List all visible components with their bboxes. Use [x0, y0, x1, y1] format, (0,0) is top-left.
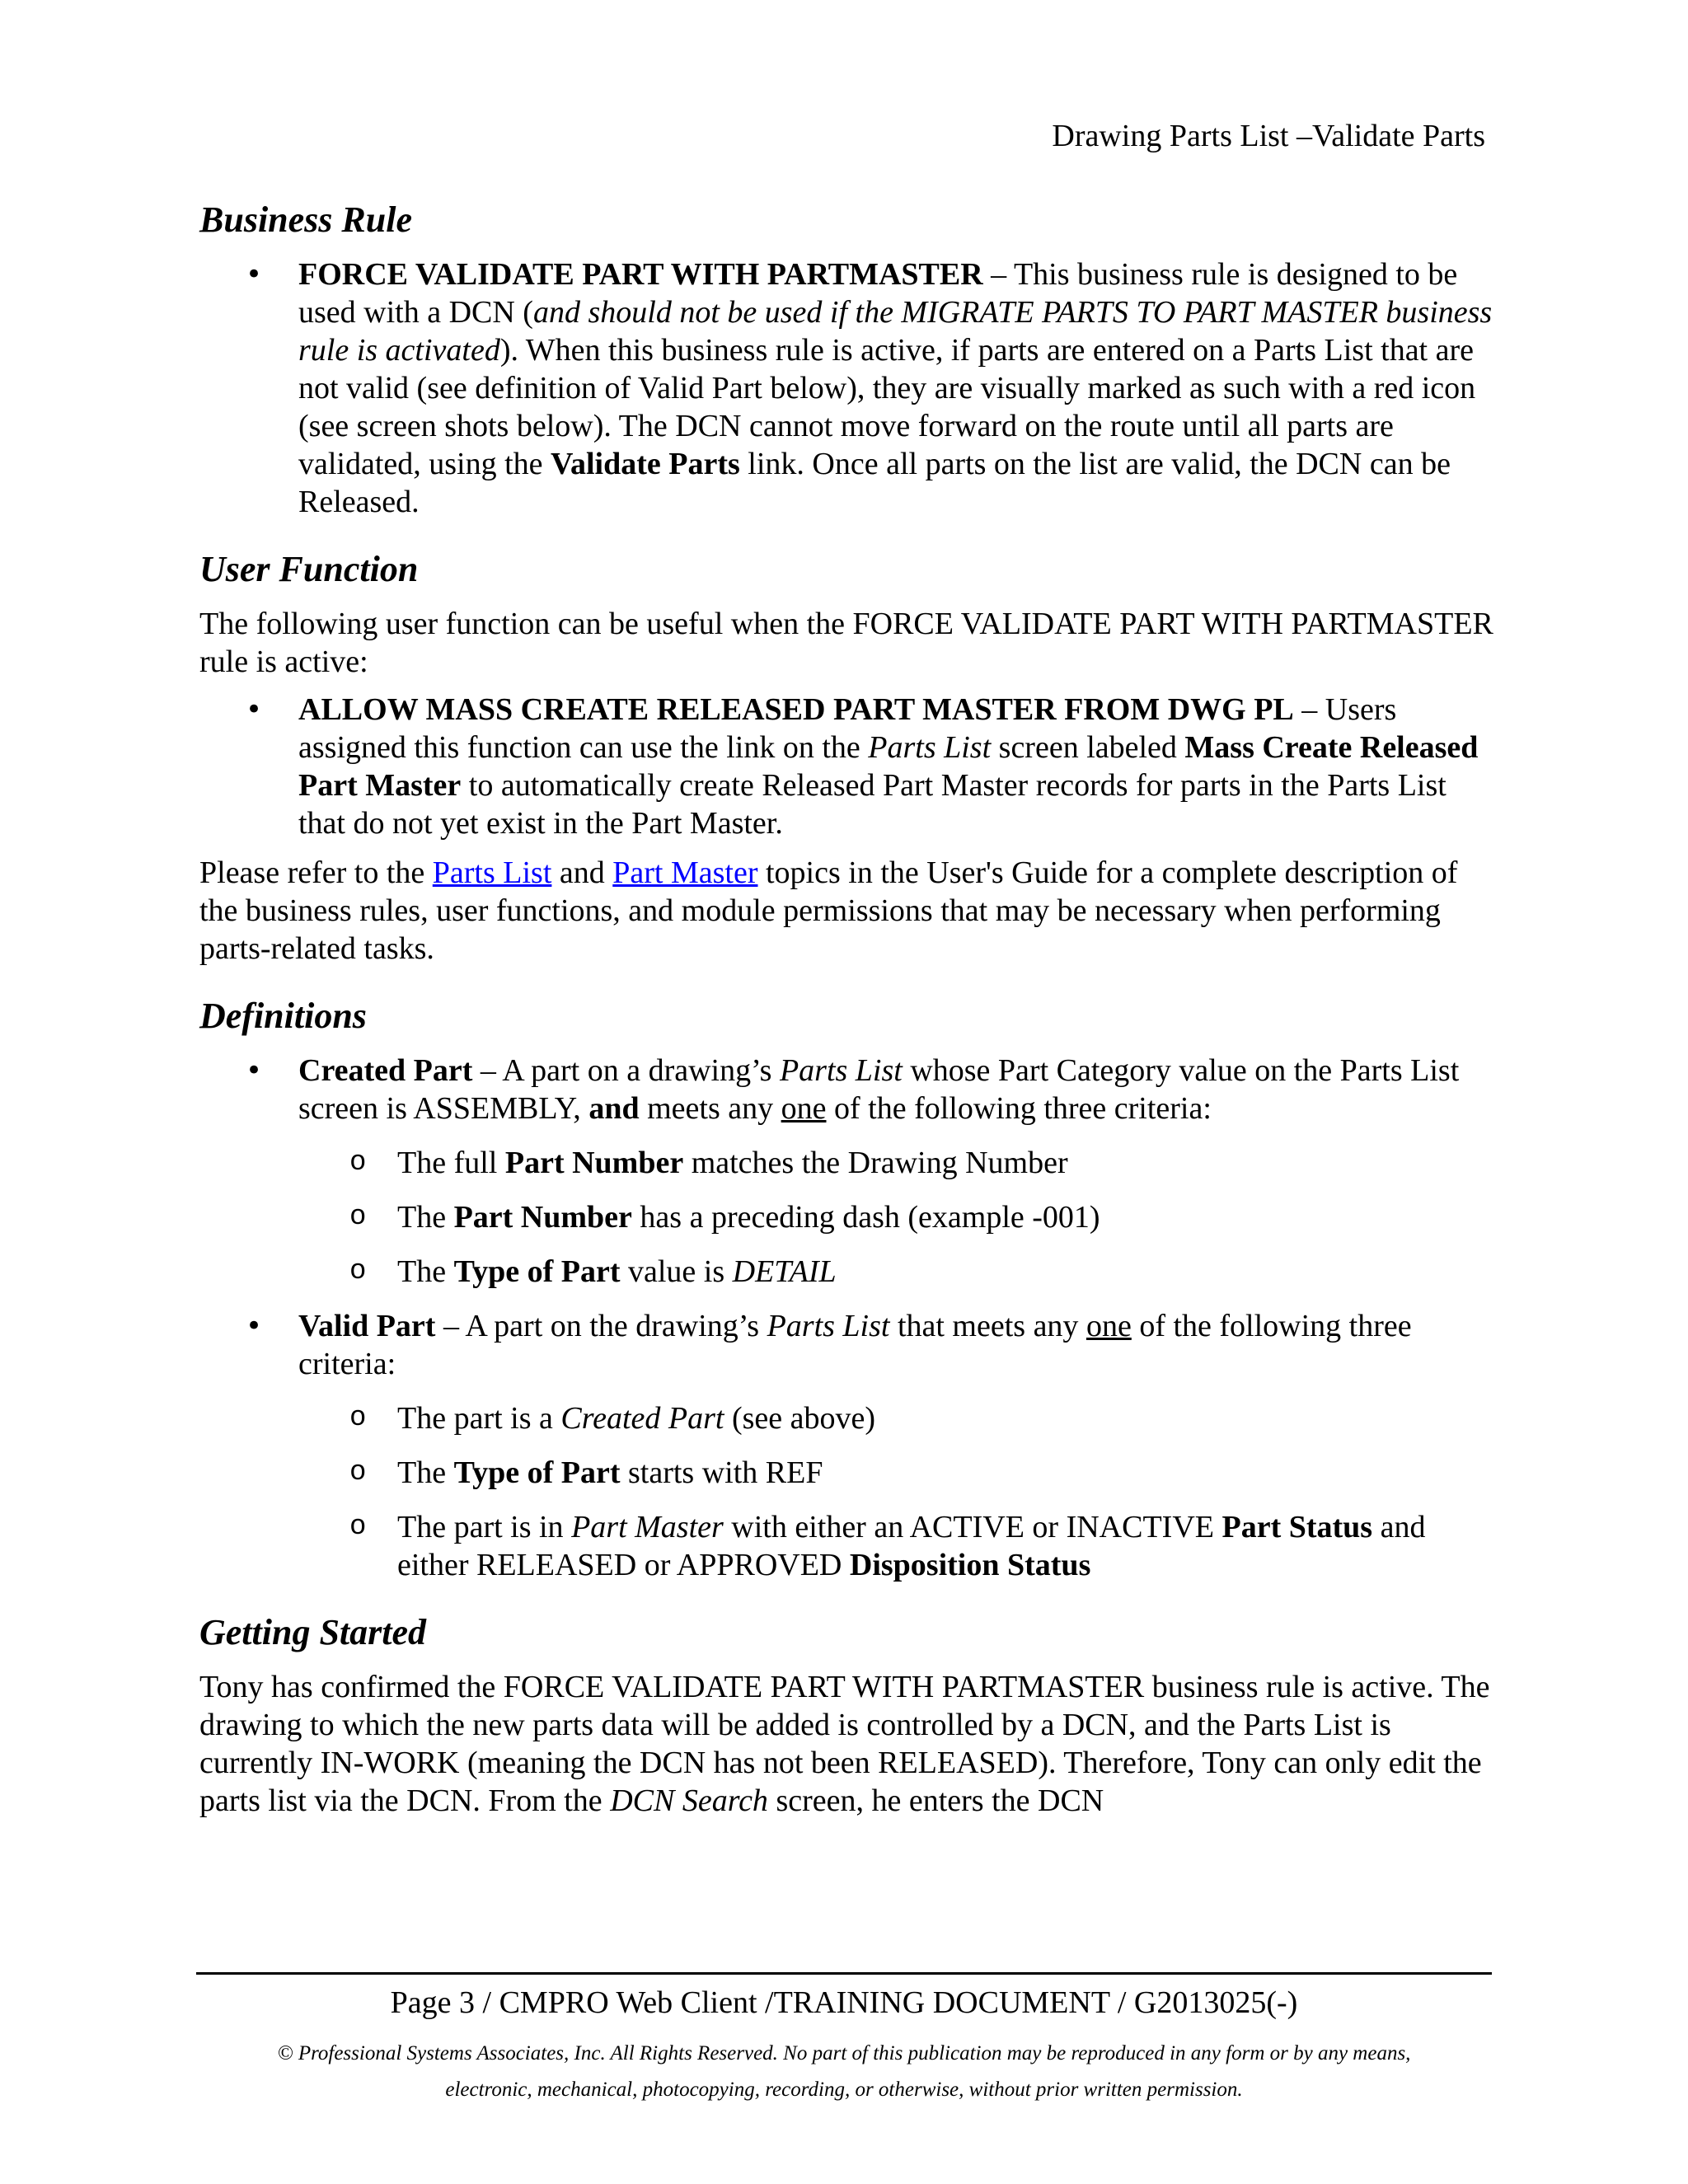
criteria-text: The part is a: [397, 1401, 561, 1436]
dcn-search-screen-name: DCN Search: [610, 1783, 768, 1818]
criteria-text: The part is in: [397, 1510, 572, 1544]
user-function-list: [199, 691, 1493, 842]
part-master-link[interactable]: Part Master: [612, 855, 758, 890]
getting-started-heading: Getting Started: [199, 1612, 427, 1652]
rule-text: link. Once all parts on the list are valid, the DCN can be Released.: [298, 447, 1451, 519]
function-text: screen labeled: [991, 730, 1185, 765]
criteria-text: The: [397, 1455, 454, 1490]
criteria-item: [298, 1253, 1493, 1291]
refer-text: topics in the User's Guide for a complete description of the business rules, user functions, and module permissions that may be necessary when performing parts-related tasks.: [199, 855, 1458, 966]
function-text: – Users assigned this function can use the link on the: [298, 692, 1397, 765]
copyright-line-2: electronic, mechanical, photocopying, recording, or otherwise, without prior written permission.: [445, 2079, 1243, 2101]
criteria-italic: Created Part: [560, 1401, 724, 1436]
criteria-item: [298, 1454, 1493, 1492]
criteria-item: [298, 1144, 1493, 1182]
definition-underline: one: [1085, 1309, 1132, 1343]
criteria-text: (see above): [724, 1401, 876, 1436]
rule-text-italic: and should not be used if the MIGRATE PARTS TO PART MASTER business rule is activated: [298, 295, 1493, 368]
criteria-text: The full: [397, 1146, 505, 1180]
footer-page-line: Page 3 / CMPRO Web Client /TRAINING DOCUMENT / G2013025(-): [390, 1985, 1298, 2020]
running-header: Drawing Parts List –Validate Parts: [1052, 119, 1485, 153]
definition-bold: and: [588, 1091, 640, 1126]
business-rule-list: [199, 255, 1493, 521]
rule-text: – This business rule is designed to be used with a DCN (: [298, 257, 1458, 330]
criteria-text: matches the Drawing Number: [683, 1146, 1068, 1180]
parts-list-link[interactable]: Parts List: [432, 855, 552, 890]
definition-text: that meets any: [889, 1309, 1086, 1343]
footer-divider: [196, 1972, 1492, 1975]
criteria-italic: Part Master: [571, 1510, 724, 1544]
criteria-italic: DETAIL: [732, 1254, 837, 1289]
getting-started-text: screen, he enters the DCN: [767, 1783, 1104, 1818]
criteria-text: value is: [620, 1254, 733, 1289]
criteria-bold: Disposition Status: [849, 1548, 1091, 1582]
refer-paragraph: [199, 854, 1493, 968]
term-created-part: Created Part: [298, 1053, 473, 1088]
function-text: to automatically create Released Part Master records for parts in the Parts List that do not yet exist in the Part Master.: [298, 768, 1447, 841]
definition-italic: Parts List: [779, 1053, 903, 1088]
definitions-heading: Definitions: [199, 996, 367, 1036]
definition-text: of the following three criteria:: [826, 1091, 1212, 1126]
created-part-criteria: [298, 1144, 1493, 1291]
term-valid-part: Valid Part: [298, 1309, 436, 1343]
function-name: ALLOW MASS CREATE RELEASED PART MASTER FROM DWG PL: [298, 692, 1294, 727]
criteria-text: starts with REF: [620, 1455, 823, 1490]
rule-name: FORCE VALIDATE PART WITH PARTMASTER: [298, 257, 983, 292]
user-function-heading: User Function: [199, 549, 419, 589]
business-rule-heading: Business Rule: [199, 199, 412, 240]
function-screen-name: Parts List: [868, 730, 992, 765]
refer-text: and: [551, 855, 613, 890]
criteria-item: [298, 1198, 1493, 1236]
user-function-item: [199, 691, 1493, 842]
criteria-bold: Type of Part: [453, 1254, 621, 1289]
definition-underline: one: [781, 1091, 827, 1126]
copyright-line-1: © Professional Systems Associates, Inc. All Rights Reserved. No part of this publication may be reproduced in any form or by any means,: [277, 2042, 1411, 2064]
refer-text: Please refer to the: [199, 855, 433, 890]
rule-text: ). When this business rule is active, if parts are entered on a Parts List that are not valid (see definition of Valid Part below), they are visually marked as such with a red icon (see screen shots below). The DCN cannot move forward on the route until all parts are validated, using the: [298, 333, 1476, 481]
user-function-intro: The following user function can be useful when the FORCE VALIDATE PART WITH PARTMASTER rule is active:: [199, 607, 1493, 679]
definition-text: of the following three criteria:: [298, 1309, 1412, 1381]
criteria-bold: Type of Part: [453, 1455, 621, 1490]
validate-parts-label: Validate Parts: [551, 447, 740, 481]
definition-created-part: [199, 1052, 1493, 1291]
criteria-text: and either RELEASED or APPROVED: [397, 1510, 1426, 1582]
definition-text: – A part on the drawing’s: [435, 1309, 767, 1343]
criteria-item: [298, 1508, 1493, 1584]
criteria-item: [298, 1399, 1493, 1437]
definition-text: – A part on a drawing’s: [472, 1053, 780, 1088]
getting-started-paragraph: [199, 1668, 1493, 1820]
criteria-bold: Part Number: [453, 1200, 632, 1235]
criteria-bold: Part Number: [504, 1146, 684, 1180]
definition-italic: Parts List: [767, 1309, 890, 1343]
criteria-bold: Part Status: [1221, 1510, 1373, 1544]
criteria-text: The: [397, 1254, 454, 1289]
valid-part-criteria: [298, 1399, 1493, 1584]
criteria-text: has a preceding dash (example -001): [631, 1200, 1100, 1235]
criteria-text: The: [397, 1200, 454, 1235]
criteria-text: with either an ACTIVE or INACTIVE: [723, 1510, 1222, 1544]
definitions-list: [199, 1052, 1493, 1584]
business-rule-item: [199, 255, 1493, 521]
definition-text: whose Part Category value on the Parts List screen is ASSEMBLY,: [298, 1053, 1460, 1126]
mass-create-label: Mass Create Released Part Master: [298, 730, 1479, 803]
page-content: [199, 196, 1493, 1830]
footer-copyright: [196, 2036, 1492, 2108]
getting-started-text: Tony has confirmed the FORCE VALIDATE PART WITH PARTMASTER business rule is active. The drawing to which the new parts data will be added is controlled by a DCN, and the Parts List is currently IN-WORK (meaning the DCN has not been RELEASED). Therefore, Tony can only edit the parts list via the DCN. From the: [199, 1670, 1490, 1818]
definition-valid-part: [199, 1307, 1493, 1584]
definition-text: meets any: [639, 1091, 781, 1126]
